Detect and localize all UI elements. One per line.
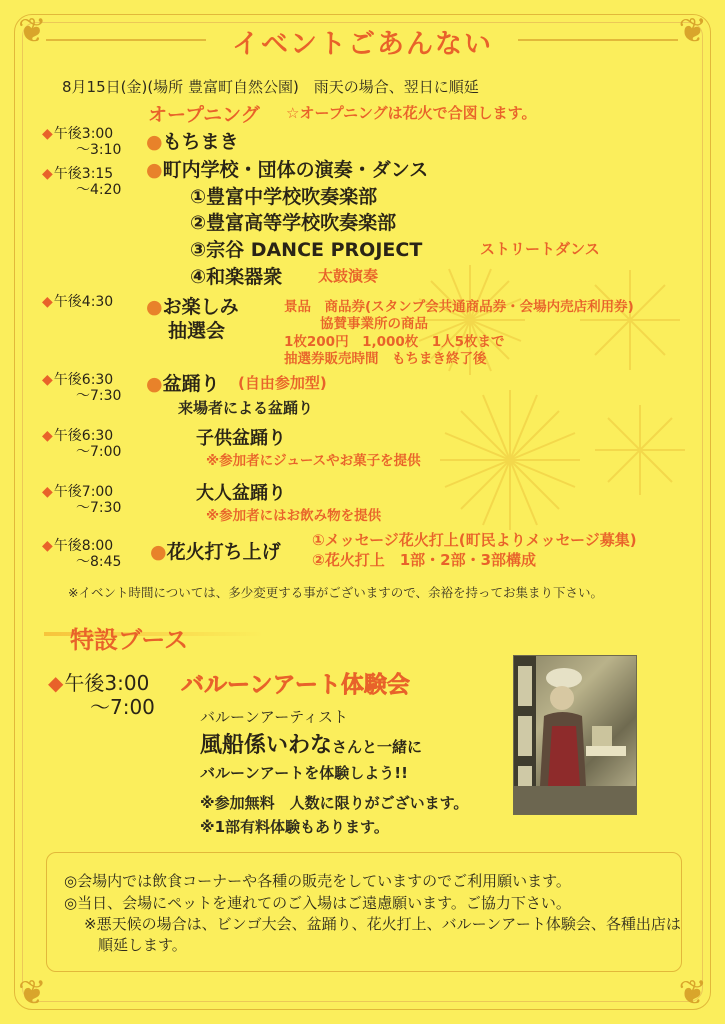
fireworks-note-1: ①メッセージ花火打上(町民よりメッセージ募集) (312, 531, 637, 549)
adults-bon-odori-note: ※参加者にはお飲み物を提供 (206, 508, 382, 524)
fireworks-note-2: ②花火打上 1部・2部・3部構成 (312, 551, 537, 569)
kids-bon-odori-note: ※参加者にジュースやお菓子を提供 (206, 453, 421, 469)
bon-odori-tag: (自由参加型) (238, 374, 327, 392)
time-start: ◆午後6:30 (42, 372, 114, 388)
time-start: ◆午後3:00 (42, 126, 114, 142)
diamond-bullet-icon: ◆ (42, 428, 53, 444)
time-end: 〜7:30 (76, 388, 122, 404)
time-start: ◆午後7:00 (42, 484, 114, 500)
balloon-invite: バルーンアートを体験しよう!! (200, 764, 408, 782)
time-start: ◆午後8:00 (42, 538, 114, 554)
performance-tag: ストリートダンス (480, 240, 600, 258)
dot-bullet-icon: ● (146, 159, 163, 181)
corner-ornament-icon: ❦ (678, 11, 707, 51)
opening-note: ☆オープニングは花火で合図します。 (286, 104, 537, 122)
performance-item: ③宗谷 DANCE PROJECT (190, 239, 423, 261)
time-start: ◆午後6:30 (42, 428, 114, 444)
booth-heading: 特設ブース (70, 626, 189, 654)
balloon-artist-photo (513, 655, 637, 815)
booth-time-end: 〜7:00 (90, 695, 155, 719)
schedule-item-bon-odori: ●盆踊り (146, 373, 220, 395)
artist-label: バルーンアーティスト (200, 708, 349, 726)
notice-line: 順延します。 (98, 936, 187, 954)
bon-odori-sub: 来場者による盆踊り (178, 399, 314, 417)
artist-name: 風船係いわな (200, 733, 333, 758)
performance-item: ②豊富高等学校吹奏楽部 (190, 212, 397, 234)
time-end: 〜7:00 (76, 444, 122, 460)
time-start: ◆午後3:15 (42, 166, 114, 182)
corner-ornament-icon: ❦ (18, 11, 47, 51)
lottery-price: 1枚200円 1,000枚 1人5枚まで (284, 334, 505, 350)
time-end: 〜3:10 (76, 142, 122, 158)
dot-bullet-icon: ● (146, 373, 163, 395)
time-end: 〜4:20 (76, 182, 122, 198)
booth-title: バルーンアート体験会 (181, 672, 410, 698)
notice-line: ◎会場内では飲食コーナーや各種の販売をしていますのでご利用願います。 (64, 872, 571, 890)
lottery-prizes: 景品 商品券(スタンプ会共通商品券・会場内売店利用券) (284, 299, 634, 315)
performance-item: ④和楽器衆 (190, 266, 283, 288)
diamond-bullet-icon: ◆ (42, 372, 53, 388)
schedule-item-kids-bon-odori: 子供盆踊り (196, 428, 286, 449)
performance-tag: 太鼓演奏 (318, 267, 379, 285)
lottery-sale-time: 抽選券販売時間 もちまき終了後 (284, 351, 487, 367)
schedule-item-lottery-line2: 抽選会 (168, 320, 226, 342)
performance-item: ①豊富中学校吹奏楽部 (190, 186, 378, 208)
artist-line (200, 728, 422, 759)
diamond-bullet-icon: ◆ (48, 671, 64, 695)
lottery-sponsors: 協賛事業所の商品 (320, 316, 428, 332)
diamond-bullet-icon: ◆ (42, 484, 53, 500)
opening-label: オープニング (148, 104, 260, 126)
diamond-bullet-icon: ◆ (42, 166, 53, 182)
artist-photo-illustration (514, 656, 636, 814)
booth-time-start: ◆午後3:00 (48, 671, 150, 695)
schedule-item-performances: ●町内学校・団体の演奏・ダンス (146, 159, 429, 181)
booth-note-paid: ※1部有料体験もあります。 (200, 818, 389, 836)
time-start: ◆午後4:30 (42, 294, 114, 310)
dot-bullet-icon: ● (146, 131, 163, 153)
schedule-item-lottery: ●お楽しみ (146, 296, 239, 318)
time-end: 〜7:30 (76, 500, 122, 516)
dot-bullet-icon: ● (146, 296, 163, 318)
diamond-bullet-icon: ◆ (42, 126, 53, 142)
time-end: 〜8:45 (76, 554, 122, 570)
schedule-item-mochimaki: ●もちまき (146, 131, 239, 153)
date-location-line: 8月15日(金)(場所 豊富町自然公園) 雨天の場合、翌日に順延 (62, 78, 479, 96)
diamond-bullet-icon: ◆ (42, 538, 53, 554)
notice-line: ※悪天候の場合は、ビンゴ大会、盆踊り、花火打上、バルーンアート体験会、各種出店は (84, 915, 681, 933)
booth-note-free: ※参加無料 人数に限りがございます。 (200, 794, 469, 812)
dot-bullet-icon: ● (150, 541, 167, 563)
schedule-item-adults-bon-odori: 大人盆踊り (196, 483, 286, 504)
notice-line: ◎当日、会場にペットを連れてのご入場はご遠慮願います。ご協力下さい。 (64, 894, 571, 912)
corner-ornament-icon: ❦ (678, 973, 707, 1013)
diamond-bullet-icon: ◆ (42, 294, 53, 310)
time-change-note: ※イベント時間については、多少変更する事がございますので、余裕を持ってお集まり下さい。 (68, 585, 603, 600)
artist-suffix: さんと一緒に (332, 738, 423, 756)
schedule-item-fireworks: ●花火打ち上げ (150, 541, 281, 563)
corner-ornament-icon: ❦ (18, 973, 47, 1013)
page-title: イベントごあんない (232, 29, 493, 60)
